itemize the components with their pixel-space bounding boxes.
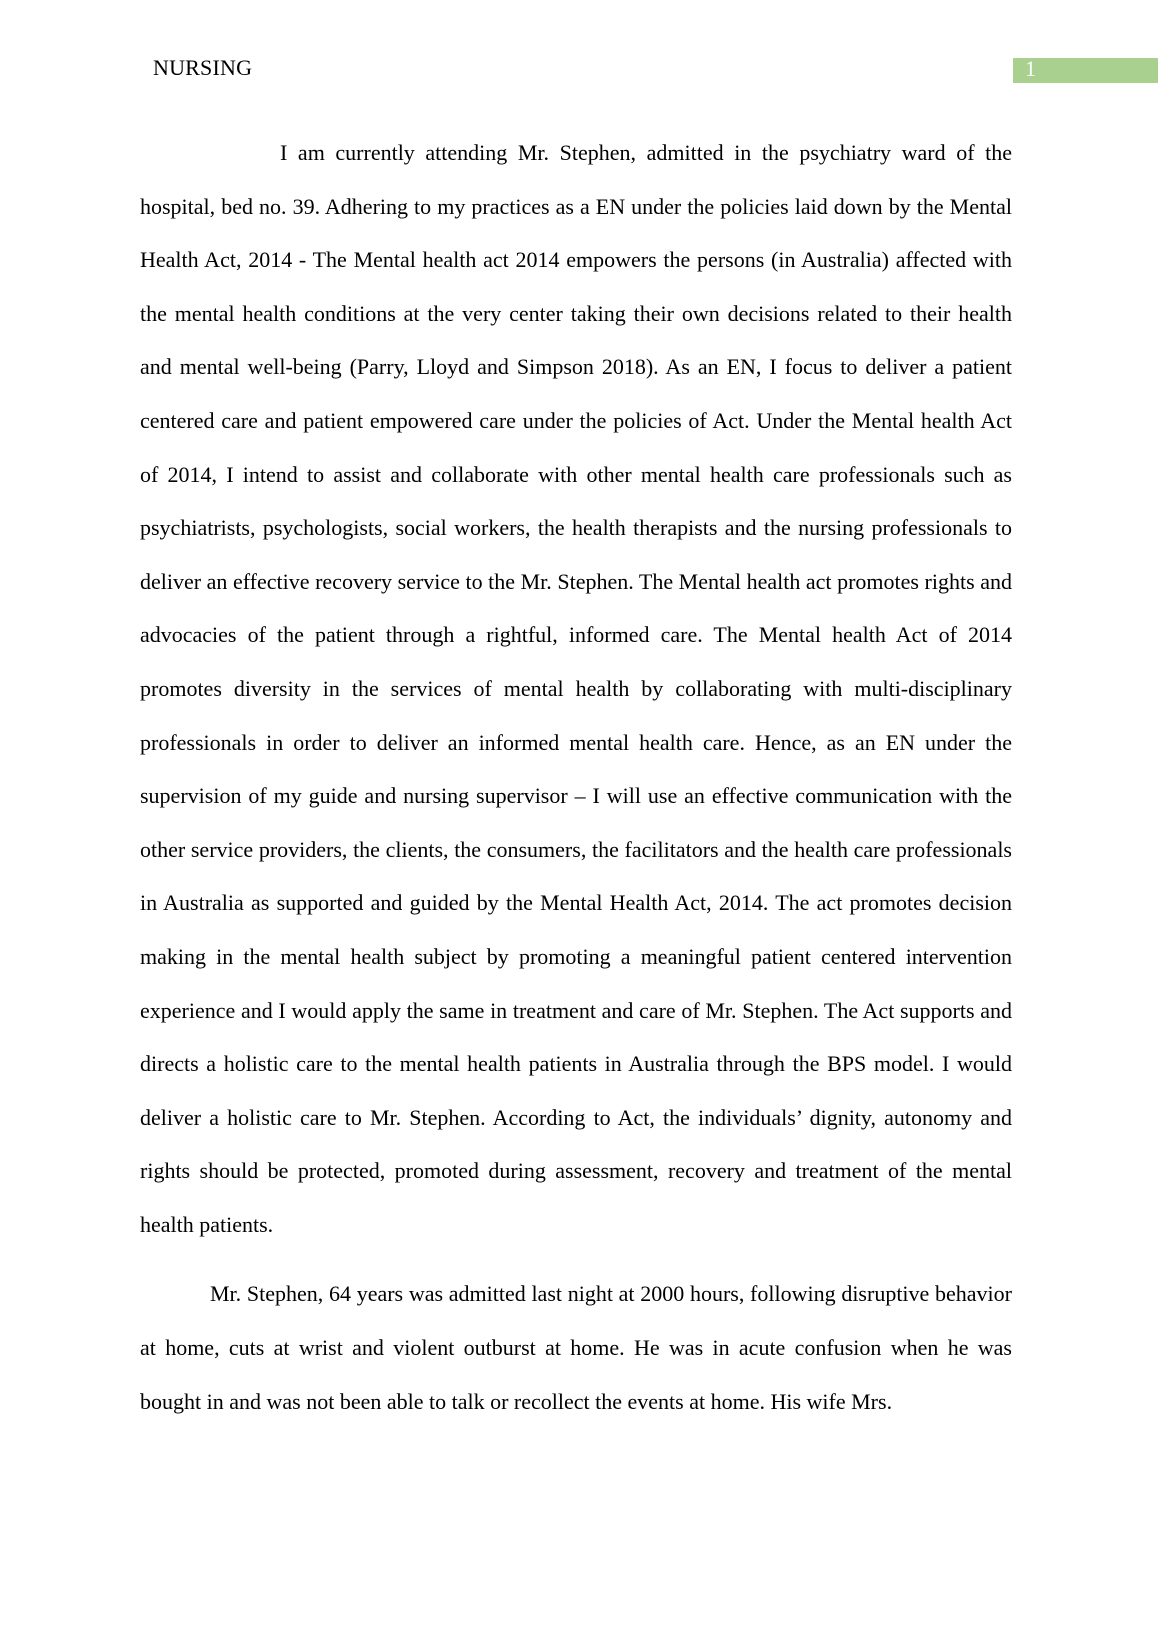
page-number-box bbox=[1013, 58, 1158, 83]
paragraph-2: Mr. Stephen, 64 years was admitted last night at 2000 hours, following disruptive behavior at home, cuts at wrist and violent outburst at home. He was in acute confusion when he was bought in and was not been able to talk or recollect the events at home. His wife Mrs. bbox=[140, 1281, 1012, 1414]
running-head: NURSING bbox=[153, 55, 253, 80]
paragraph-1: I am currently attending Mr. Stephen, admitted in the psychiatry ward of the hospital, bed no. 39. Adhering to my practices as a EN under the policies laid down by the Mental Health Act, 2014 - The Mental health act 2014 empowers the persons (in Australia) affected with the mental health conditions at the very center taking their own decisions related to their health and mental well-being (Parry, Lloyd and Simpson 2018). As an EN, I focus to deliver a patient centered care and patient empowered care under the policies of Act. Under the Mental health Act of 2014, I intend to assist and collaborate with other mental health care professionals such as psychiatrists, psychologists, social workers, the health therapists and the nursing professionals to deliver an effective recovery service to the Mr. Stephen. The Mental health act promotes rights and advocacies of the patient through a rightful, informed care. The Mental health Act of 2014 promotes diversity in the services of mental health by collaborating with multi-disciplinary professionals in order to deliver an informed mental health care. Hence, as an EN under the supervision of my guide and nursing supervisor – I will use an effective communication with the other service providers, the clients, the consumers, the facilitators and the health care professionals in Australia as supported and guided by the Mental Health Act, 2014. The act promotes decision making in the mental health subject by promoting a meaningful patient centered intervention experience and I would apply the same in treatment and care of Mr. Stephen. The Act supports and directs a holistic care to the mental health patients in Australia through the BPS model. I would deliver a holistic care to Mr. Stephen. According to Act, the individuals’ dignity, autonomy and rights should be protected, promoted during assessment, recovery and treatment of the mental health patients. bbox=[140, 140, 1012, 1237]
body-text bbox=[140, 126, 1012, 1428]
page-number: 1 bbox=[1025, 56, 1036, 81]
